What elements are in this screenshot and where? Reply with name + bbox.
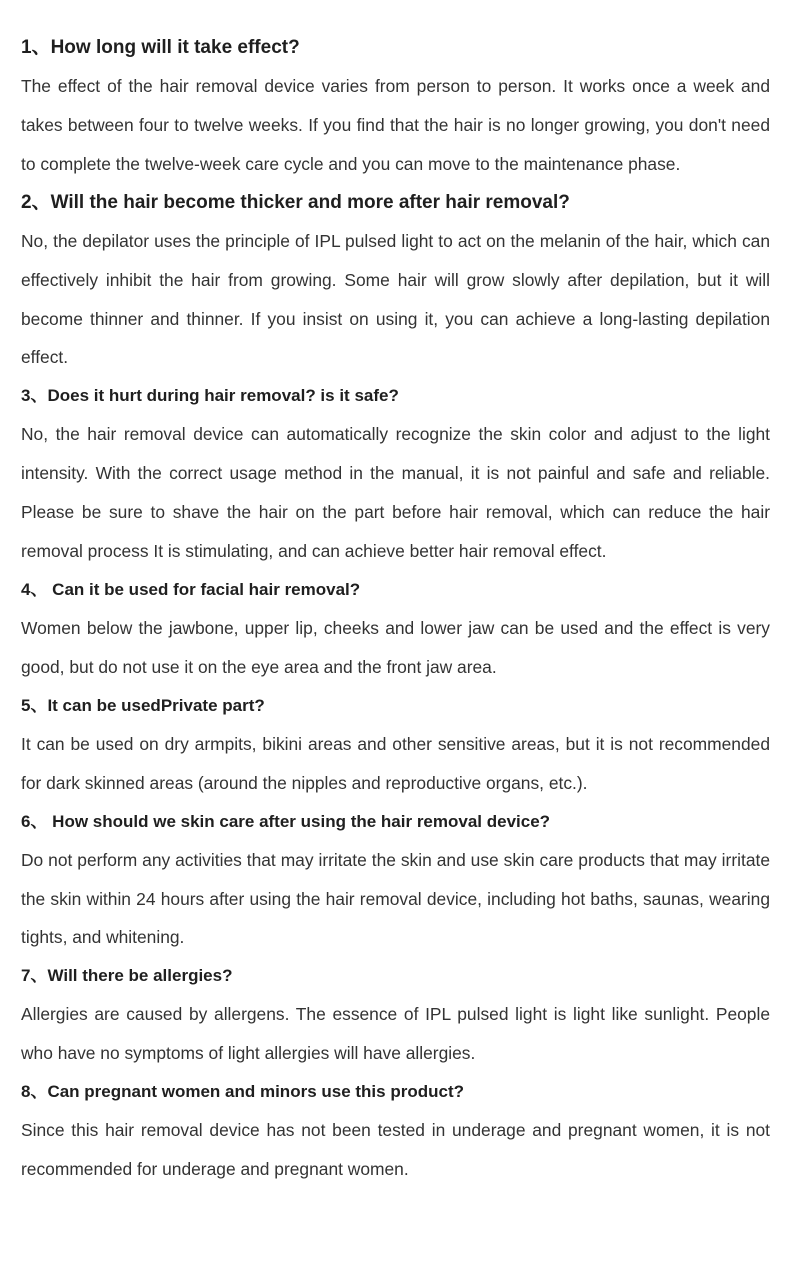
faq-answer: The effect of the hair removal device varies from person to person. It works once a week and takes between four to twelve weeks. If you find that the hair is no longer growing, you don't need to complete the twelve-week care cycle and you can move to the maintenance phase. — [21, 76, 770, 174]
faq-question: 7、Will there be allergies? — [21, 966, 233, 986]
faq-answer: Do not perform any activities that may irritate the skin and use skin care products that may irritate the skin within 24 hours after using the hair removal device, including hot baths, saunas, wearing tights, and whitening. — [21, 849, 770, 948]
faq-answer: No, the depilator uses the principle of IPL pulsed light to act on the melanin of the hair, which can effectively inhibit the hair from growing. Some hair will grow slowly after depilation, but it will become thinner and thinner. If you insist on using it, you can achieve a long-lasting depilation effect. — [21, 230, 770, 368]
faq-answer: Since this hair removal device has not been tested in underage and pregnant women, it is not recommended for underage and pregnant women. — [21, 1120, 770, 1180]
faq-question: 6、 How should we skin care after using the hair removal device? — [21, 811, 551, 831]
faq-answer: No, the hair removal device can automatically recognize the skin color and adjust to the light intensity. With the correct usage method in the manual, it is not painful and safe and reliable. Please be sure to shave the hair on the part before hair removal, which can reduce the hair removal process It is stimulating, and can achieve better hair removal effect. — [21, 424, 770, 562]
faq-item — [21, 803, 770, 958]
faq-item — [21, 687, 770, 803]
faq-item — [21, 29, 770, 184]
faq-question: 3、Does it hurt during hair removal? is it safe? — [21, 386, 399, 406]
faq-question: 5、It can be usedPrivate part? — [21, 695, 265, 715]
faq-item — [21, 571, 770, 687]
faq-answer: It can be used on dry armpits, bikini areas and other sensitive areas, but it is not recommended for dark skinned areas (around the nipples and reproductive organs, etc.). — [21, 733, 770, 793]
faq-item — [21, 377, 770, 571]
faq-question: 4、 Can it be used for facial hair removal? — [21, 579, 361, 599]
faq-answer: Women below the jawbone, upper lip, cheeks and lower jaw can be used and the effect is very good, but do not use it on the eye area and the front jaw area. — [21, 617, 770, 677]
faq-item — [21, 184, 770, 378]
faq-question: 8、Can pregnant women and minors use this product? — [21, 1082, 464, 1102]
faq-answer: Allergies are caused by allergens. The essence of IPL pulsed light is light like sunlight. People who have no symptoms of light allergies will have allergies. — [21, 1004, 770, 1064]
faq-question: 2、Will the hair become thicker and more after hair removal? — [21, 191, 570, 213]
faq-question: 1、How long will it take effect? — [21, 37, 300, 58]
faq-item — [21, 1073, 770, 1189]
faq-item — [21, 957, 770, 1073]
